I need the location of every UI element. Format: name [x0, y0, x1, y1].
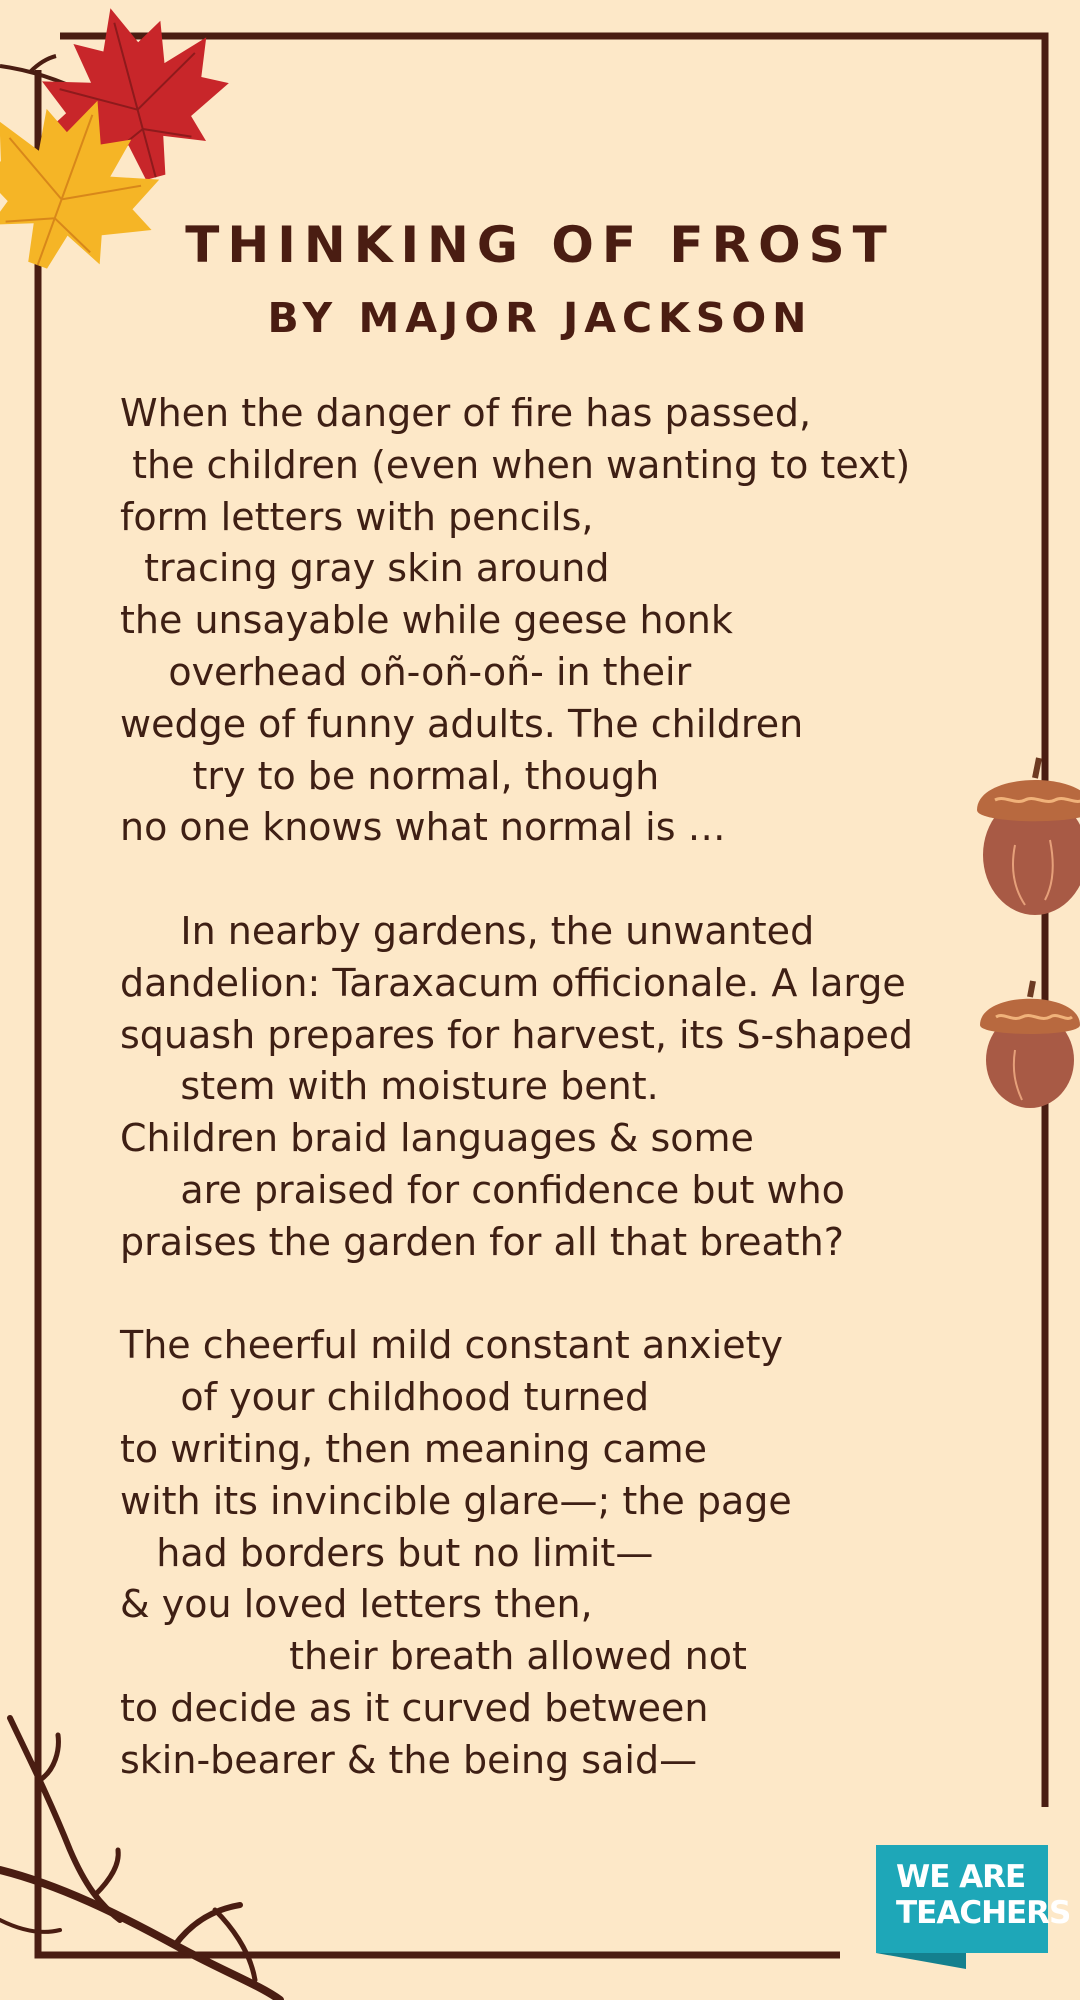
- poem-line: When the danger of fire has passed,: [120, 391, 812, 435]
- logo-line: TEACHERS: [896, 1895, 1071, 1931]
- poem-line: skin-bearer & the being said—: [120, 1737, 698, 1782]
- poem-line: overhead oñ-oñ-oñ- in their: [120, 649, 692, 694]
- poem-line: form letters with pencils,: [120, 494, 594, 539]
- poem-line: try to be normal, though: [120, 753, 660, 798]
- stanza-break: [120, 854, 960, 906]
- poem-line: The cheerful mild constant anxiety: [120, 1323, 783, 1368]
- poem-line: tracing gray skin around: [120, 546, 610, 591]
- logo-line: WE ARE: [896, 1859, 1026, 1895]
- poem-line: no one knows what normal is …: [120, 805, 726, 850]
- stanza-break: [120, 1269, 960, 1321]
- poem-line: with its invincible glare—; the page: [120, 1478, 792, 1523]
- poem-line: their breath allowed not: [120, 1634, 747, 1679]
- poem-line: are praised for confidence but who: [120, 1167, 845, 1212]
- poem-line: stem with moisture bent.: [120, 1064, 659, 1109]
- poem-line: the unsayable while geese honk: [120, 598, 733, 643]
- poem-line: to writing, then meaning came: [120, 1426, 708, 1471]
- poem-line: In nearby gardens, the unwanted: [120, 908, 815, 953]
- poem-body: [120, 388, 960, 1787]
- acorn-icon: [980, 981, 1080, 1108]
- poem-line: the children (even when wanting to text): [120, 442, 911, 487]
- poem-line: squash prepares for harvest, its S-shaped: [120, 1012, 913, 1057]
- poem-author: BY MAJOR JACKSON: [267, 294, 813, 342]
- logo-text: [896, 1859, 1070, 1931]
- poem-line: praises the garden for all that breath?: [120, 1219, 844, 1264]
- poem-title: THINKING OF FROST: [185, 216, 895, 274]
- poem-line: had borders but no limit—: [120, 1530, 654, 1575]
- poem-line: Children braid languages & some: [120, 1116, 754, 1161]
- we-are-teachers-logo[interactable]: [876, 1845, 1071, 1969]
- poem-line: dandelion: Taraxacum officionale. A large: [120, 960, 906, 1005]
- poem-line: & you loved letters then,: [120, 1582, 593, 1627]
- acorn-icon: [977, 758, 1080, 915]
- poem-line: of your childhood turned: [120, 1375, 650, 1420]
- poem-line: to decide as it curved between: [120, 1685, 709, 1730]
- poem-line: wedge of funny adults. The children: [120, 701, 804, 746]
